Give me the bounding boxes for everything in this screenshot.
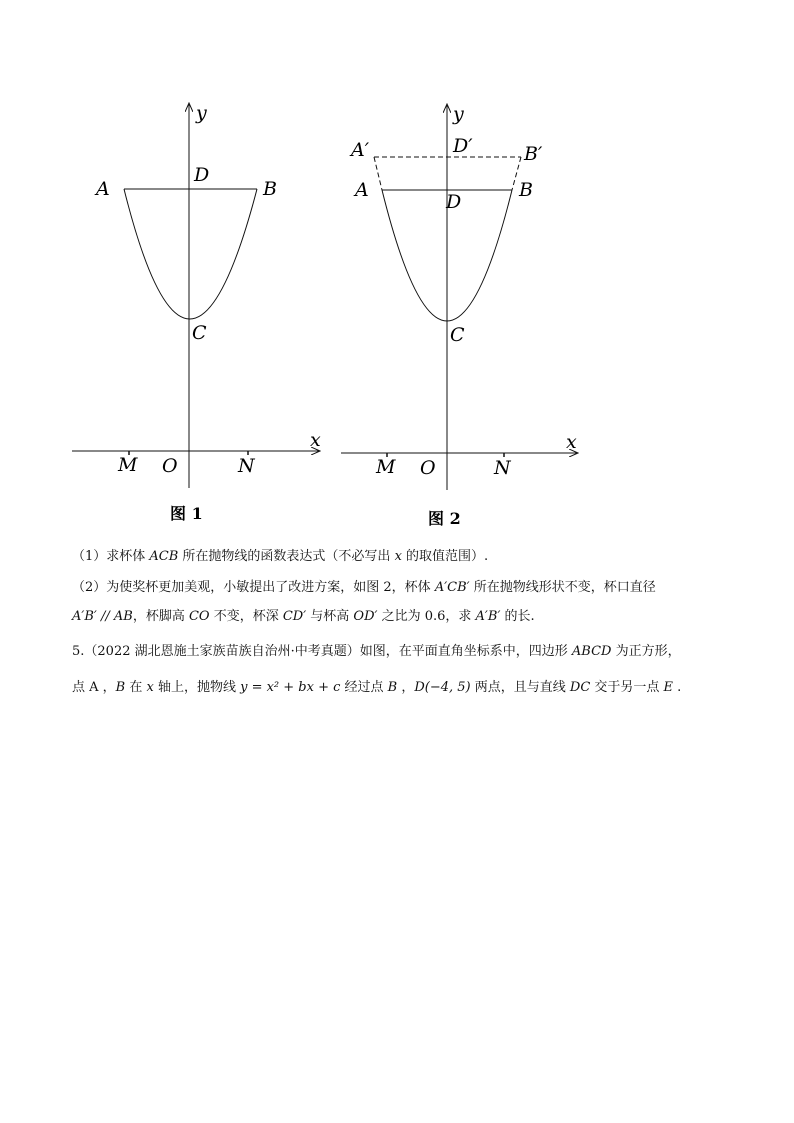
fig2-label-b: B: [519, 179, 533, 201]
q5-line2-f: 两点，且与直线: [470, 680, 570, 695]
fig1-label-a: A: [96, 178, 110, 200]
q2-var-od-prime: OD′: [353, 609, 378, 624]
fig2-label-n: N: [494, 457, 511, 479]
figure-2: [341, 103, 578, 528]
q5-var-dc: DC: [569, 680, 591, 695]
q5-line1-end: 为正方形，: [611, 644, 681, 659]
q2-line2-e: 的长.: [500, 609, 535, 624]
fig2-label-x: x: [566, 431, 577, 453]
fig1-label-x: x: [310, 429, 321, 451]
q2-line2-d: 之比为 0.6，求: [377, 609, 476, 624]
fig1-caption: 图 1: [170, 504, 203, 523]
q2-var-a-prime-b-prime: A′B′: [475, 609, 501, 624]
q2-var-co: CO: [188, 609, 210, 624]
fig2-label-b-prime: B′: [524, 143, 543, 165]
question-5-line-1: [72, 643, 722, 661]
q1-mid: 所在抛物线的函数表达式（不必写出: [178, 549, 395, 564]
fig1-parabola: [124, 189, 257, 319]
fig1-label-d: D: [194, 164, 210, 186]
fig2-label-d: D: [446, 191, 462, 213]
q5-var-b-2: B: [387, 680, 398, 695]
q5-line2-h: .: [673, 680, 682, 695]
fig2-label-a-prime: A′: [351, 139, 370, 161]
q5-line2-d: 经过点: [340, 680, 388, 695]
question-2-line-1: [72, 579, 722, 597]
q2-line2-b: 不变，杯深: [209, 609, 283, 624]
q5-var-abcd: ABCD: [571, 644, 612, 659]
fig2-label-a: A: [355, 179, 369, 201]
fig2-caption: 图 2: [428, 509, 461, 528]
fig2-label-y: y: [453, 103, 464, 125]
q2-var-a-prime-c-b-prime: A′CB′: [434, 580, 470, 595]
question-5-line-2: [72, 679, 722, 697]
q1-var-x: x: [394, 549, 402, 564]
q5-line2-g: 交于另一点: [590, 680, 664, 695]
fig2-label-d-prime: D′: [453, 135, 473, 157]
fig1-label-c: C: [192, 322, 207, 344]
fig2-label-m: M: [376, 456, 396, 478]
q2-line1-a: （2）为使奖杯更加美观，小敏提出了改进方案，如图 2，杯体: [72, 580, 435, 595]
question-1: [72, 548, 722, 566]
fig1-label-o: O: [162, 455, 178, 477]
figure-1: [72, 102, 321, 523]
q5-line2-b: 在: [125, 680, 147, 695]
fig2-dash-left: [374, 157, 382, 190]
fig1-label-m: M: [118, 454, 138, 476]
figures: [0, 0, 794, 540]
q5-var-b: B: [115, 680, 126, 695]
q2-line2-a: ，杯脚高: [132, 609, 189, 624]
fig1-label-y: y: [196, 102, 207, 124]
q5-var-x: x: [146, 680, 154, 695]
q1-prefix: （1）求杯体: [72, 549, 150, 564]
fig2-label-c: C: [450, 324, 465, 346]
q1-var-acb: ACB: [149, 549, 179, 564]
q2-line2-c: 与杯高: [306, 609, 354, 624]
q2-line1-b: 所在抛物线形状不变，杯口直径: [469, 580, 656, 595]
q5-line2-a: 点 A ，: [72, 680, 116, 695]
q5-var-e: E: [663, 680, 674, 695]
q5-line2-e: ，: [397, 680, 415, 695]
q2-var-parallel: A′B′ // AB: [72, 609, 133, 624]
q5-point-d: D(−4, 5): [414, 680, 471, 695]
question-2-line-2: [72, 608, 722, 626]
fig1-label-b: B: [263, 178, 277, 200]
q5-parabola-equation: y = x² + bx + c: [240, 680, 341, 695]
fig2-label-o: O: [420, 457, 436, 479]
fig1-label-n: N: [238, 455, 255, 477]
q5-line1: 5.（2022 湖北恩施土家族苗族自治州·中考真题）如图，在平面直角坐标系中，四边形: [72, 644, 572, 659]
q5-line2-c: 轴上，抛物线: [153, 680, 241, 695]
q1-suffix: 的取值范围）.: [401, 549, 489, 564]
q2-var-cd-prime: CD′: [282, 609, 307, 624]
